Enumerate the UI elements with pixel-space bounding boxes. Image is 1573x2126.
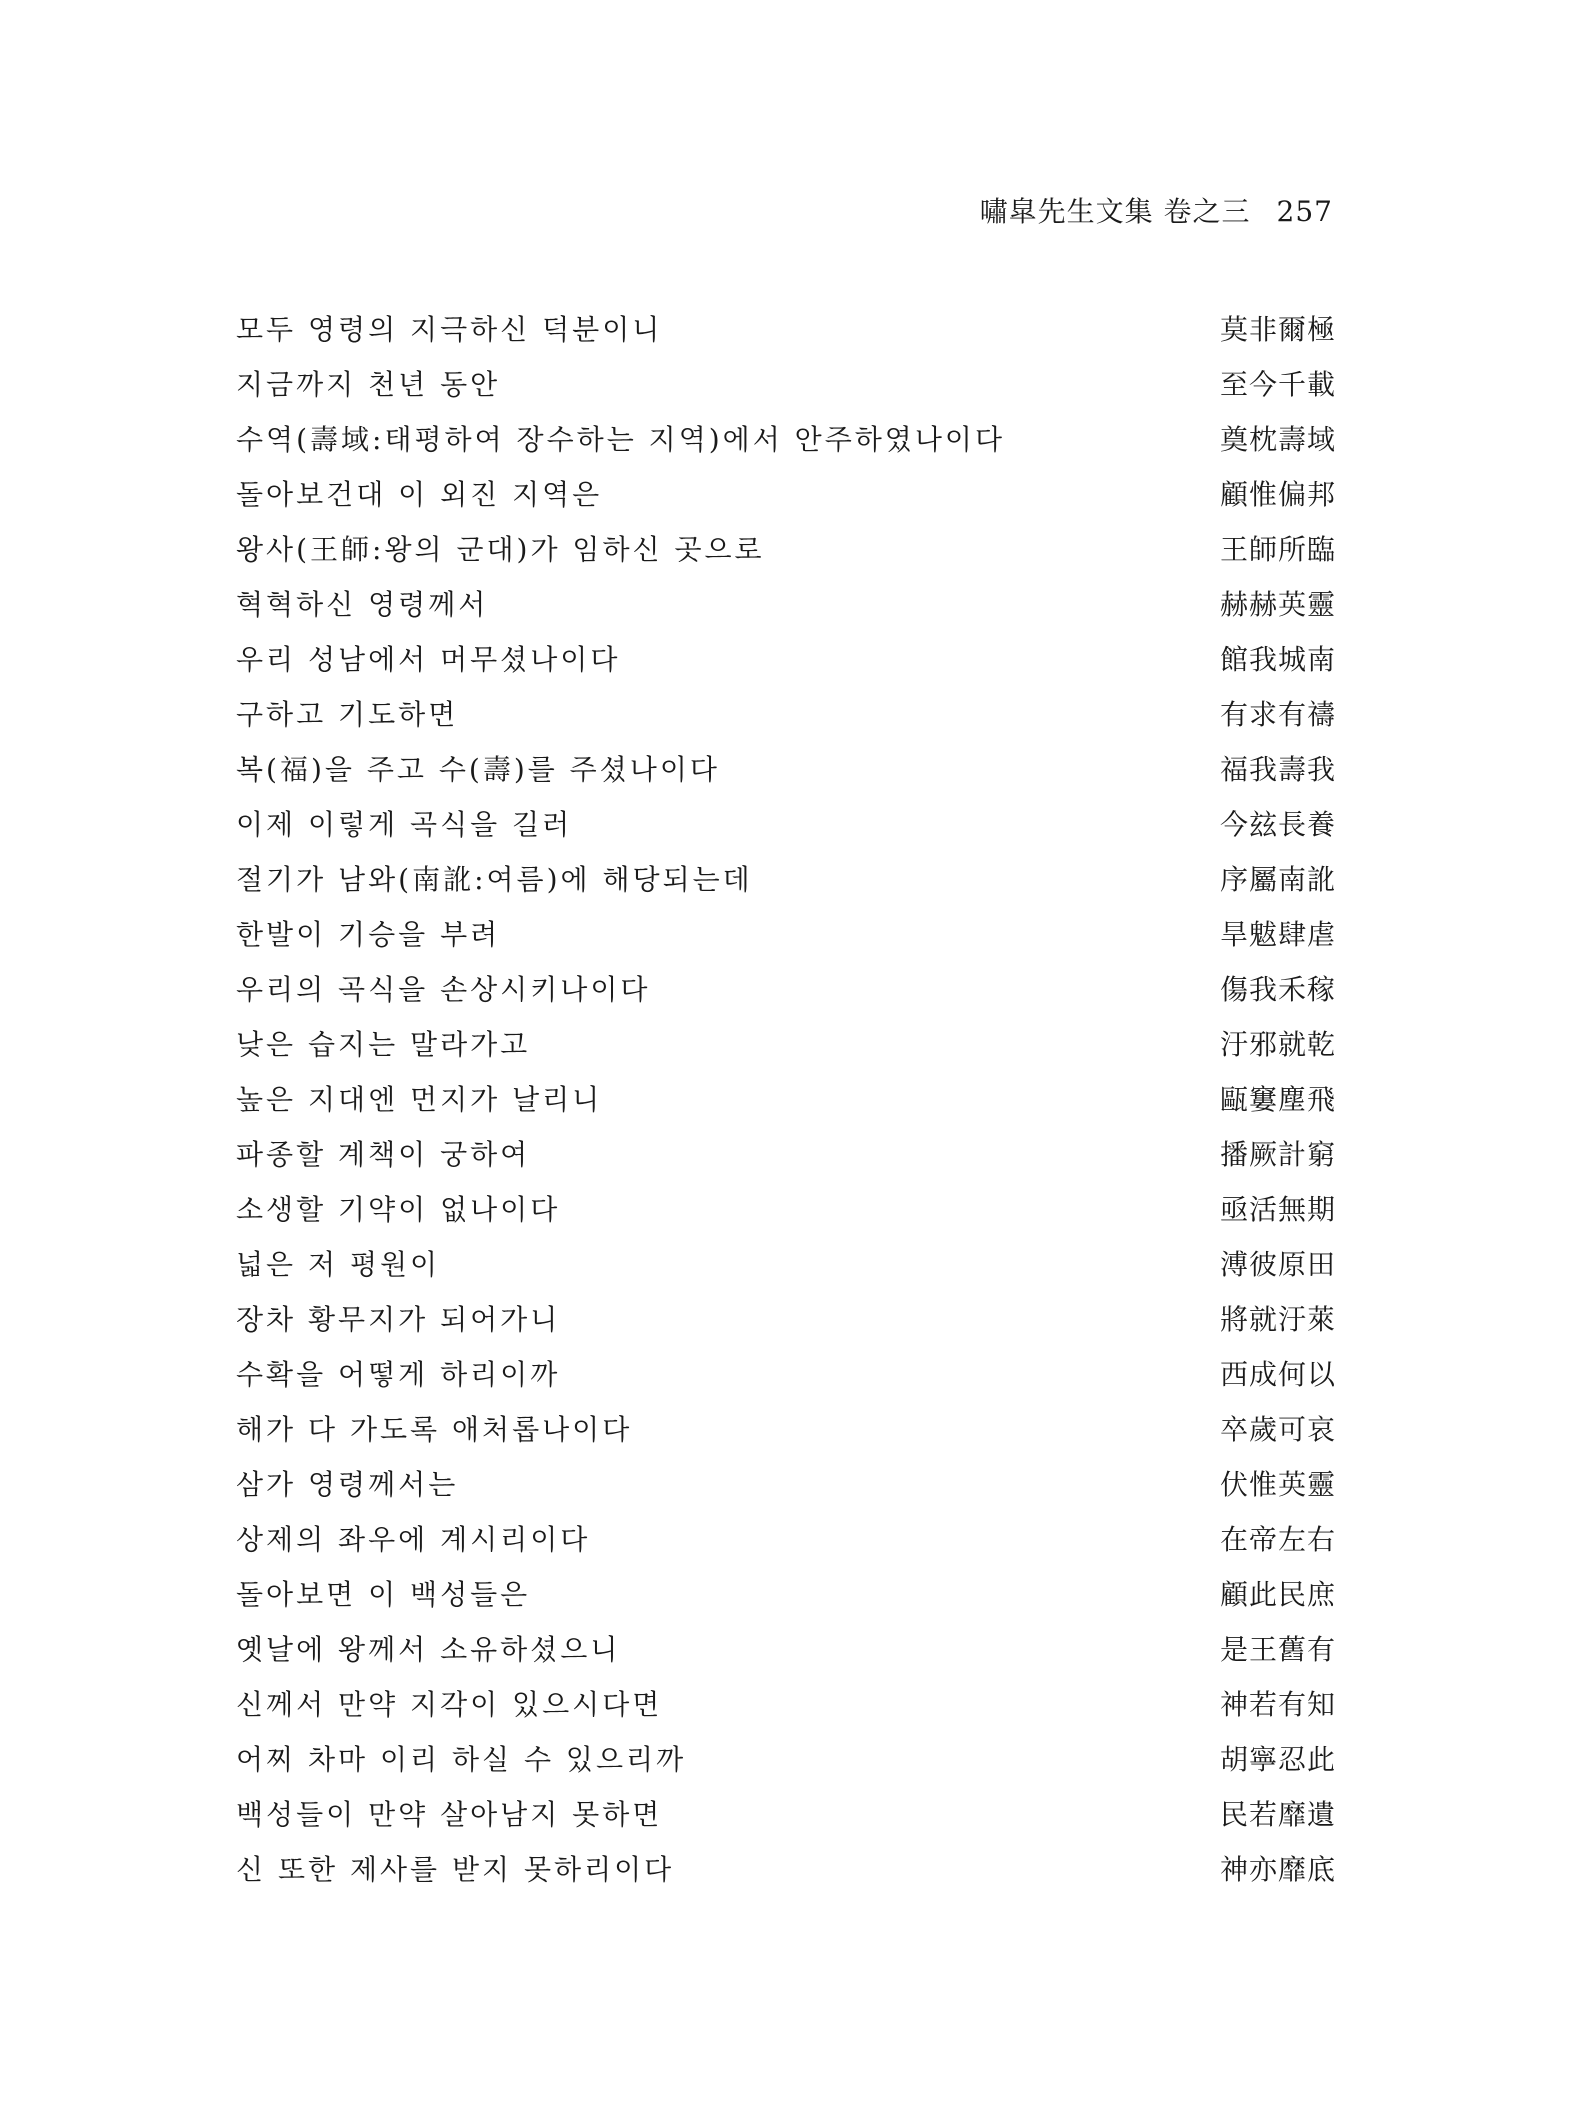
poem-line <box>236 1732 1336 1787</box>
poem-line <box>236 1072 1336 1127</box>
poem-line <box>236 412 1336 467</box>
chinese-original: 是王舊有 <box>1219 1633 1336 1666</box>
korean-translation: 이제 이렇게 곡식을 길러 <box>236 808 573 841</box>
korean-translation: 절기가 남와(南訛:여름)에 해당되는데 <box>236 863 753 896</box>
poem-line <box>236 522 1336 577</box>
korean-translation: 신 또한 제사를 받지 못하리이다 <box>236 1853 675 1886</box>
poem-line <box>236 852 1336 907</box>
poem-line <box>236 1127 1336 1182</box>
korean-translation: 우리의 곡식을 손상시키나이다 <box>236 973 651 1006</box>
chinese-original: 胡寧忍此 <box>1219 1743 1336 1776</box>
chinese-original: 神亦靡底 <box>1219 1853 1336 1886</box>
poem-line <box>236 907 1336 962</box>
poem-line <box>236 1842 1336 1897</box>
korean-translation: 높은 지대엔 먼지가 날리니 <box>236 1083 603 1116</box>
chinese-original: 館我城南 <box>1219 643 1336 676</box>
korean-translation: 낮은 습지는 말라가고 <box>236 1028 531 1061</box>
korean-translation: 신께서 만약 지각이 있으시다면 <box>236 1688 663 1721</box>
korean-translation: 지금까지 천년 동안 <box>236 368 501 401</box>
chinese-original: 在帝左右 <box>1219 1523 1336 1556</box>
poem-line <box>236 577 1336 632</box>
poem-line <box>236 302 1336 357</box>
korean-translation: 소생할 기약이 없나이다 <box>236 1193 561 1226</box>
korean-translation: 돌아보건대 이 외진 지역은 <box>236 478 603 511</box>
chinese-original: 莫非爾極 <box>1219 313 1336 346</box>
chinese-original: 傷我禾稼 <box>1219 973 1336 1006</box>
chinese-original: 福我壽我 <box>1219 753 1336 786</box>
korean-translation: 상제의 좌우에 계시리이다 <box>236 1523 591 1556</box>
chinese-original: 今玆長養 <box>1219 808 1336 841</box>
chinese-original: 至今千載 <box>1219 368 1336 401</box>
korean-translation: 백성들이 만약 살아남지 못하면 <box>236 1798 663 1831</box>
chinese-original: 溥彼原田 <box>1219 1248 1336 1281</box>
korean-translation: 어찌 차마 이리 하실 수 있으리까 <box>236 1743 687 1776</box>
poem-line <box>236 962 1336 1017</box>
poem-lines <box>236 302 1336 1897</box>
poem-line <box>236 1017 1336 1072</box>
chinese-original: 卒歲可哀 <box>1219 1413 1336 1446</box>
poem-line <box>236 1677 1336 1732</box>
poem-line <box>236 467 1336 522</box>
korean-translation: 장차 황무지가 되어가니 <box>236 1303 561 1336</box>
chinese-original: 序屬南訛 <box>1219 863 1336 896</box>
poem-line <box>236 1567 1336 1622</box>
chinese-original: 顧此民庶 <box>1219 1578 1336 1611</box>
chinese-original: 西成何以 <box>1219 1358 1336 1391</box>
korean-translation: 모두 영령의 지극하신 덕분이니 <box>236 313 663 346</box>
poem-line <box>236 632 1336 687</box>
korean-translation: 옛날에 왕께서 소유하셨으니 <box>236 1633 621 1666</box>
chinese-original: 神若有知 <box>1219 1688 1336 1721</box>
poem-line <box>236 1237 1336 1292</box>
chinese-original: 伏惟英靈 <box>1219 1468 1336 1501</box>
poem-line <box>236 1347 1336 1402</box>
poem-line <box>236 1512 1336 1567</box>
chinese-original: 甌窶塵飛 <box>1219 1083 1336 1116</box>
korean-translation: 왕사(王師:왕의 군대)가 임하신 곳으로 <box>236 533 765 566</box>
chinese-original: 奠枕壽域 <box>1219 423 1336 456</box>
poem-line <box>236 1402 1336 1457</box>
poem-line <box>236 357 1336 412</box>
poem-line <box>236 742 1336 797</box>
chinese-original: 旱魃肆虐 <box>1219 918 1336 951</box>
poem-line <box>236 1787 1336 1842</box>
poem-line <box>236 1182 1336 1237</box>
poem-line <box>236 1622 1336 1677</box>
chinese-original: 播厥計窮 <box>1219 1138 1336 1171</box>
korean-translation: 파종할 계책이 궁하여 <box>236 1138 531 1171</box>
korean-translation: 넓은 저 평원이 <box>236 1248 441 1281</box>
chinese-original: 汙邪就乾 <box>1219 1028 1336 1061</box>
running-header <box>980 190 1333 230</box>
korean-translation: 삼가 영령께서는 <box>236 1468 459 1501</box>
korean-translation: 해가 다 가도록 애처롭나이다 <box>236 1413 633 1446</box>
korean-translation: 우리 성남에서 머무셨나이다 <box>236 643 621 676</box>
poem-line <box>236 687 1336 742</box>
korean-translation: 수역(壽域:태평하여 장수하는 지역)에서 안주하였나이다 <box>236 423 1005 456</box>
korean-translation: 수확을 어떻게 하리이까 <box>236 1358 561 1391</box>
poem-line <box>236 1292 1336 1347</box>
chinese-original: 赫赫英靈 <box>1219 588 1336 621</box>
poem-line <box>236 797 1336 852</box>
korean-translation: 한발이 기승을 부려 <box>236 918 501 951</box>
chinese-original: 顧惟偏邦 <box>1219 478 1336 511</box>
chinese-original: 亟活無期 <box>1219 1193 1336 1226</box>
poem-line <box>236 1457 1336 1512</box>
korean-translation: 구하고 기도하면 <box>236 698 459 731</box>
chinese-original: 民若靡遺 <box>1219 1798 1336 1831</box>
chinese-original: 王師所臨 <box>1219 533 1336 566</box>
page-number: 257 <box>1276 195 1333 228</box>
korean-translation: 혁혁하신 영령께서 <box>236 588 489 621</box>
running-header-title: 嘯皐先生文集 卷之三 <box>979 195 1251 228</box>
korean-translation: 돌아보면 이 백성들은 <box>236 1578 531 1611</box>
korean-translation: 복(福)을 주고 수(壽)를 주셨나이다 <box>236 753 720 786</box>
chinese-original: 有求有禱 <box>1219 698 1336 731</box>
chinese-original: 將就汙萊 <box>1219 1303 1336 1336</box>
